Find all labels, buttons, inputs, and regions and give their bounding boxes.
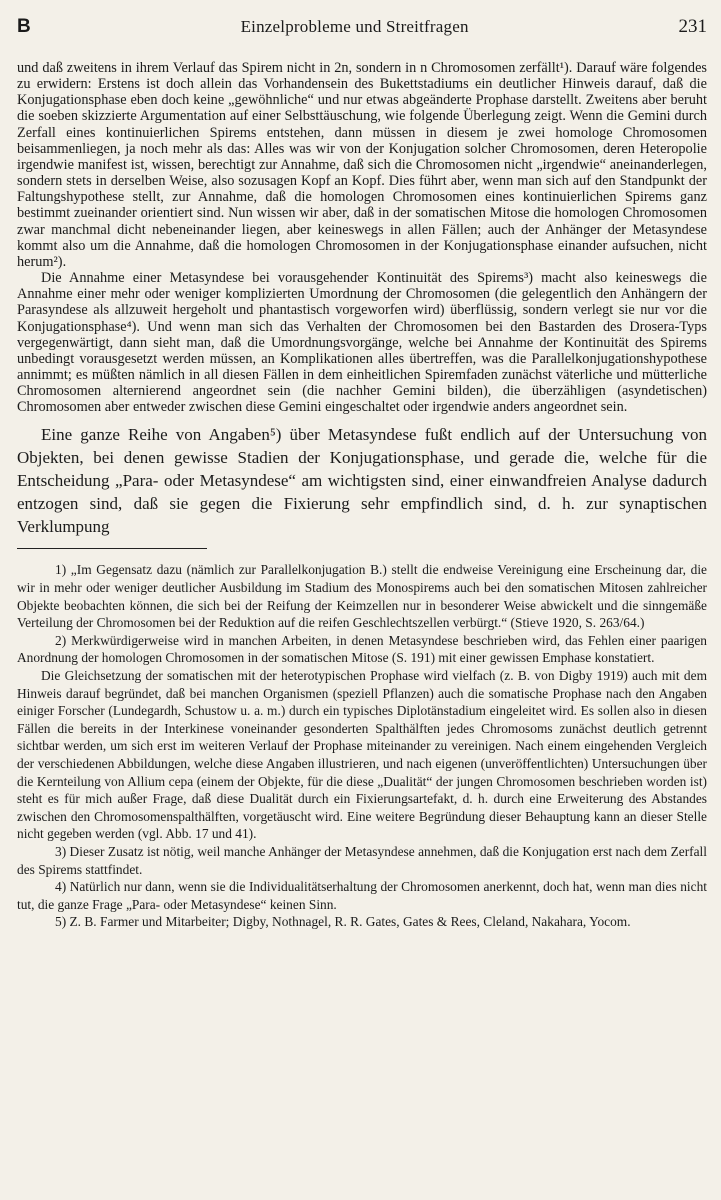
paragraph-2: Die Annahme einer Metasyndese bei vorausgehender Kontinuität des Spirems³) macht also keineswegs die Annahme einer mehr oder weniger komplizierten Umordnung der Chromosomen (die gelegentlich den Anhängern der Parasyndese als allzuweit hergeholt und phantastisch vorgeworfen wird) überflüssig, sondern verlegt sie nur vor die Konjugationsphase⁴). Und wenn man sich das Verhalten der Chromosomen bei den Bastarden des Drosera-Typs vergegenwärtigt, dann sieht man, daß die Umordnungsvorgänge, welche bei Annahme der Kontinuität des Spirems unbedingt vorausgesetzt werden müssen, an Komplikationen alles übertreffen, was die Parallelkonjugationshypothese annimmt; es müßten nämlich in all diesen Fällen in dem einheitlichen Spiremfaden zunächst väterliche und mütterliche Chromosomen alternierend angeordnet sein (die nachher Gemini bilden), die überzähligen (asyndetischen) Chromosomen aber entweder zwischen diese Gemini eingeschaltet oder irgendwie anders angeordnet sein.	[17, 270, 707, 416]
footnotes	[17, 561, 707, 930]
page-number: 231	[678, 16, 707, 37]
footnote-1: 1) „Im Gegensatz dazu (nämlich zur Parallelkonjugation B.) stellt die endweise Vereinigung eine Erscheinung dar, die wir in mehr oder weniger deutlicher Ausbildung im Stadium des Monospirems auch bei den somatischen Mitosen zahlreicher Objekte beobachten können, die sich bei der Reifung der Keimzellen nur in besonderer Weise abwickelt und die sinngemäße Verteilung der Chromosomen bei der Reduktion auf die reifen Geschlechtszellen verbürgt.“ (Stieve 1920, S. 263/64.)	[17, 562, 707, 631]
main-text-large	[17, 423, 707, 538]
footnote-5: 5) Z. B. Farmer und Mitarbeiter; Digby, Nothnagel, R. R. Gates, Gates & Rees, Cleland, Nakahara, Yocom.	[55, 914, 631, 930]
footnote-2: 2) Merkwürdigerweise wird in manchen Arbeiten, in denen Metasyndese beschrieben wird, das Fehlen einer paarigen Anordnung der homologen Chromosomen in der somatischen Mitose (S. 191) mit einer gewissen Emphase konstatiert.	[17, 632, 707, 666]
signature-mark: B	[17, 16, 31, 37]
footnote-separator	[17, 548, 207, 549]
running-title: Einzelprobleme und Streitfragen	[240, 17, 469, 36]
paragraph-1: und daß zweitens in ihrem Verlauf das Spirem nicht in 2n, sondern in n Chromosomen zerfällt¹). Darauf wäre folgendes zu erwidern: Erstens ist doch allein das Vorhandensein des Bukettstadiums ein deutlicher Hinweis darauf, daß die Konjugationsphase eben doch keine „gewöhnliche“ und nur etwas abgeänderte Prophase darstellt. Zweitens aber beruht die soeben skizzierte Argumentation auf einer Selbsttäuschung, wie folgende Überlegung zeigt. Wenn die Gemini durch Zerfall eines kontinuierlichen Spirems entstehen, dann müssen in diesem je zwei homologe Chromosomen beisammenliegen, ja noch mehr als das: Alles was wir von der Konjugation solcher Chromosomen, deren Heteropolie irgendwie manifest ist, wissen, berechtigt zur Annahme, daß sich die Chromosomen nicht „irgendwie“ aneinanderlegen, sondern stets in derselben Weise, also sozusagen Kopf an Kopf. Dies führt aber, wenn man sich auf den Standpunkt der Faltungshypothese stellt, zur Annahme, daß die homologen Chromosomen eines kontinuierlichen Spirems ganz bestimmt zueinander orientiert sind. Nun wissen wir aber, daß in der somatischen Mitose die homologen Chromosomen zwar manchmal dicht nebeneinander liegen, aber keineswegs in allen Fällen; auch der Anhänger der Metasyndese kommt also um die Annahme, daß die homologen Chromosomen in der Konjugationsphase einander aufsuchen, nicht herum²).	[17, 60, 707, 270]
paragraph-3: Eine ganze Reihe von Angaben⁵) über Metasyndese fußt endlich auf der Untersuchung von Objekten, bei denen gewisse Stadien der Konjugationsphase, und gerade die, welche für die Entscheidung „Para- oder Metasyndese“ am wichtigsten sind, einer einwandfreien Analyse dadurch entzogen sind, daß sie gegen die Fixierung sehr empfindlich sind, d. h. zur synaptischen Verklumpung	[17, 425, 707, 537]
footnote-2-continuation: Die Gleichsetzung der somatischen mit der heterotypischen Prophase wird vielfach (z. B. von Digby 1919) auch mit dem Hinweis darauf begründet, daß bei manchen Organismen (speziell Pflanzen) auch die somatische Prophase nach den Angaben einiger Forscher (Lundegardh, Schustow u. a. m.) durch ein typisches Diplotänstadium eingeleitet wird. Es sollen also in diesen Fällen die bereits in der Interkinese voneinander gesonderten Spalthälften jedes Chromosoms zunächst deutlich getrennt sichtbar werden, um sich erst im weiteren Verlauf der Prophase miteinander zu vereinigen. Nach einem eingehenden Vergleich der verschiedenen Abbildungen, welche diese Angaben illustrieren, und nach eigenen (unveröffentlichten) Untersuchungen über die Kernteilung von Allium cepa (einem der Objekte, für die diese „Dualität“ der jungen Chromosomen beschrieben worden ist) steht es für mich außer Frage, daß diese Dualität durch ein Fixierungsartefakt, d. h. durch eine Erweiterung des Abstandes zwischen den Chromosomenspalthälften, vorgetäuscht wird. Eine weitere Begründung dieser Behauptung kann an dieser Stelle nicht gegeben werden (vgl. Abb. 17 und 41).	[17, 668, 707, 842]
main-text-small	[17, 60, 707, 415]
footnote-4: 4) Natürlich nur dann, wenn sie die Individualitätserhaltung der Chromosomen anerkennt, doch hat, wenn man dies nicht tut, die ganze Frage „Para- oder Metasyndese“ keinen Sinn.	[17, 879, 707, 912]
running-header	[17, 16, 707, 60]
footnote-3: 3) Dieser Zusatz ist nötig, weil manche Anhänger der Metasyndese annehmen, daß die Konjugation erst nach dem Zerfall des Spirems stattfindet.	[17, 843, 707, 877]
